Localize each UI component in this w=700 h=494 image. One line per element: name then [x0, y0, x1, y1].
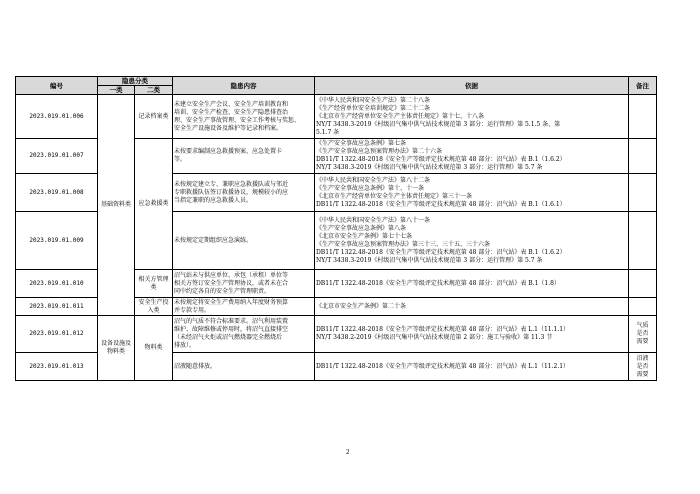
- cell-line: 《生产安全事故应急条例》第十、十一条: [316, 184, 425, 192]
- cell-line: 未按规定定期组织应急演练。: [174, 236, 253, 244]
- cell-line: 需要: [636, 338, 649, 345]
- row-basis: [315, 270, 629, 298]
- cell-line: 《生产安全事故应急预案管理办法》第二十六条: [316, 148, 443, 155]
- cell-line: 沼气站未与供应单位、承包（承租）单位等: [174, 271, 289, 279]
- cell-line: 《北京市安全生产条例》第二十条: [316, 302, 407, 310]
- cell-line: 当指定兼职的应急救援人员。: [174, 196, 253, 204]
- cell-line: 《北京市生产经营单位安全生产主体责任规定》第十七、十八条: [316, 112, 485, 120]
- cell-line: NY/T 3438.3-2019《村级沼气集中供气站技术规范第 3 部分：运行管理》第 5.1.5 条、第: [316, 120, 561, 128]
- row-content: [173, 212, 315, 270]
- row-code: 2023.019.01.012: [16, 316, 98, 353]
- row-basis: [315, 298, 629, 316]
- row-remark: [629, 95, 657, 139]
- row-code: 2023.019.01.008: [16, 174, 98, 212]
- row-basis: [315, 212, 629, 270]
- cell-line: DB11/T 1322.48-2018《安全生产等级评定技术规范第 48 部分：沼气站》表 L.1（11.2.1）: [316, 362, 570, 370]
- cell-line: DB11/T 1322.48-2018《安全生产等级评定技术规范第 48 部分：沼气站》表 B.1（1.6.1）: [316, 200, 566, 208]
- header-level1: 一类: [98, 86, 135, 95]
- cell-line: DB11/T 1322.48-2018《安全生产等级评定技术规范第 48 部分：沼气站》表 L.1（11.1.1）: [316, 326, 570, 333]
- cell-line: 专职救援队伍签订救援协议，规模较小的应: [174, 188, 289, 196]
- cell-line: NY/T 3438.3-2019《村级沼气集中供气站技术规范第 3 部分：运行管理》第 5.7 条: [316, 256, 543, 264]
- row-basis: [315, 139, 629, 174]
- cell-line: DB11/T 1322.48-2018《安全生产等级评定技术规范第 48 部分：沼气站》表 B.1（1.8）: [316, 279, 560, 287]
- row-code: 2023.019.01.010: [16, 270, 98, 298]
- cell-line: 《北京市安全生产条例》第七十七条: [316, 232, 413, 240]
- hazard-table: [15, 76, 657, 381]
- cell-line: 《中华人民共和国安全生产法》第八十二条: [316, 176, 431, 184]
- row-content: [173, 298, 315, 316]
- cell-line: 等。: [174, 156, 187, 163]
- table-row: [16, 95, 657, 139]
- cell-line: 理、安全生产事故管理、安全工作考核与奖惩、: [174, 116, 301, 124]
- header-code: 编号: [16, 77, 98, 95]
- row-remark: [629, 298, 657, 316]
- cell-line: （未经沼气火炬或沼气燃烧器完全燃烧后: [174, 334, 283, 341]
- cell-line: 沼气的气质不符合标准要求。沼气利用装置: [174, 318, 289, 325]
- row-code: 2023.019.01.013: [16, 353, 98, 381]
- cell-line: 沼液随意排放。: [174, 362, 217, 370]
- row-remark: [629, 353, 657, 381]
- row-code: 2023.019.01.009: [16, 212, 98, 270]
- header-category: 隐患分类: [98, 77, 173, 86]
- cell-line: DB11/T 1322.48-2018《安全生产等级评定技术规范第 48 部分：沼气站》表 B.1（1.6.2）: [316, 156, 566, 163]
- row-remark: [629, 316, 657, 353]
- row-basis: [315, 95, 629, 139]
- hazard-table-container: [15, 76, 656, 381]
- row-remark: [629, 174, 657, 212]
- row-remark: [629, 212, 657, 270]
- cell-line: 《生产安全事故应急预案管理办法》第三十三、三十五、三十六条: [316, 240, 491, 248]
- cell-line: 未按规定将安全生产费用纳入年度财务预算: [174, 298, 289, 306]
- cell-line: 未建立安全生产会议、安全生产培训教育和: [174, 100, 289, 108]
- row-code: 2023.019.01.007: [16, 139, 98, 174]
- row-remark: [629, 270, 657, 298]
- cell-line: NY/T 3438.3-2019《村级沼气集中供气站技术规范第 3 部分：运行管理》第 5.7 条: [316, 164, 543, 171]
- row-content: [173, 270, 315, 298]
- cell-line: 是否: [636, 362, 649, 370]
- cell-line: 培训、安全生产检查、安全生产隐患排查治: [174, 108, 289, 116]
- table-row: [16, 316, 657, 353]
- cell-line: 沼液: [636, 354, 649, 362]
- cell-line: DB11/T 1322.48-2018《安全生产等级评定技术规范第 48 部分：沼气站》表 B.1（1.6.2）: [316, 248, 566, 256]
- header-content: 隐患内容: [173, 77, 315, 95]
- cell-line: 5.1.7 条: [316, 128, 340, 136]
- row-content: [173, 353, 315, 381]
- cell-line: 《北京市生产经营单位安全生产主体责任规定》第三十一条: [316, 192, 473, 200]
- row-remark: [629, 139, 657, 174]
- header-remark: 备注: [629, 77, 657, 95]
- cell-line: 安全生产设施设备及维护等记录和档案。: [174, 124, 283, 132]
- cell-line: 排放）。: [174, 342, 196, 349]
- cell-line: 未按规定建立专、兼职应急救援队或与邻近: [174, 180, 289, 188]
- cell-line: 《中华人民共和国安全生产法》第八十一条: [316, 216, 431, 224]
- group-equipment: 设备设施及物料类: [98, 316, 135, 381]
- cell-line: 气质: [636, 322, 649, 329]
- page-number: 2: [346, 448, 350, 456]
- header-basis: 依据: [315, 77, 629, 95]
- row-basis: [315, 174, 629, 212]
- header-level2: 二类: [135, 86, 173, 95]
- row-basis: [315, 316, 629, 353]
- subgroup-archive: 记录档案类: [135, 95, 173, 139]
- row-content: [173, 139, 315, 174]
- group-basic: 基础资料类: [98, 95, 135, 316]
- cell-line: 维护、故障维修或停用时，将沼气直接排空: [174, 326, 289, 333]
- cell-line: 是否: [636, 330, 649, 337]
- cell-line: 《生产安全事故应急条例》第八条: [316, 224, 407, 232]
- cell-line: 并专款专用。: [174, 306, 211, 314]
- subgroup-related: 相关方管理类: [135, 270, 173, 298]
- cell-line: 未按要求编制应急救援预案、应急处置卡: [174, 148, 283, 155]
- row-content: [173, 95, 315, 139]
- row-basis: [315, 353, 629, 381]
- cell-line: 《中华人民共和国安全生产法》第二十八条: [316, 96, 431, 104]
- subgroup-material: 物料类: [135, 316, 173, 381]
- row-code: 2023.019.01.006: [16, 95, 98, 139]
- cell-line: 需要: [636, 370, 649, 378]
- cell-line: 《生产经营单位安全培训规定》第二十二条: [316, 104, 431, 112]
- subgroup-emergency: 应急救援类: [135, 139, 173, 270]
- cell-line: 《生产安全事故应急条例》第七条: [316, 140, 407, 147]
- cell-line: NY/T 3438.2-2019《村级沼气集中供气站技术规范第 2 部分：施工与验收》第 11.3 节: [316, 334, 553, 341]
- cell-line: 相关方签订安全生产管理协议，或者未在合: [174, 279, 289, 287]
- row-content: [173, 316, 315, 353]
- row-code: 2023.019.01.011: [16, 298, 98, 316]
- cell-line: 同中约定各自的安全生产管理职责。: [174, 287, 271, 295]
- row-content: [173, 174, 315, 212]
- subgroup-investment: 安全生产投入类: [135, 298, 173, 316]
